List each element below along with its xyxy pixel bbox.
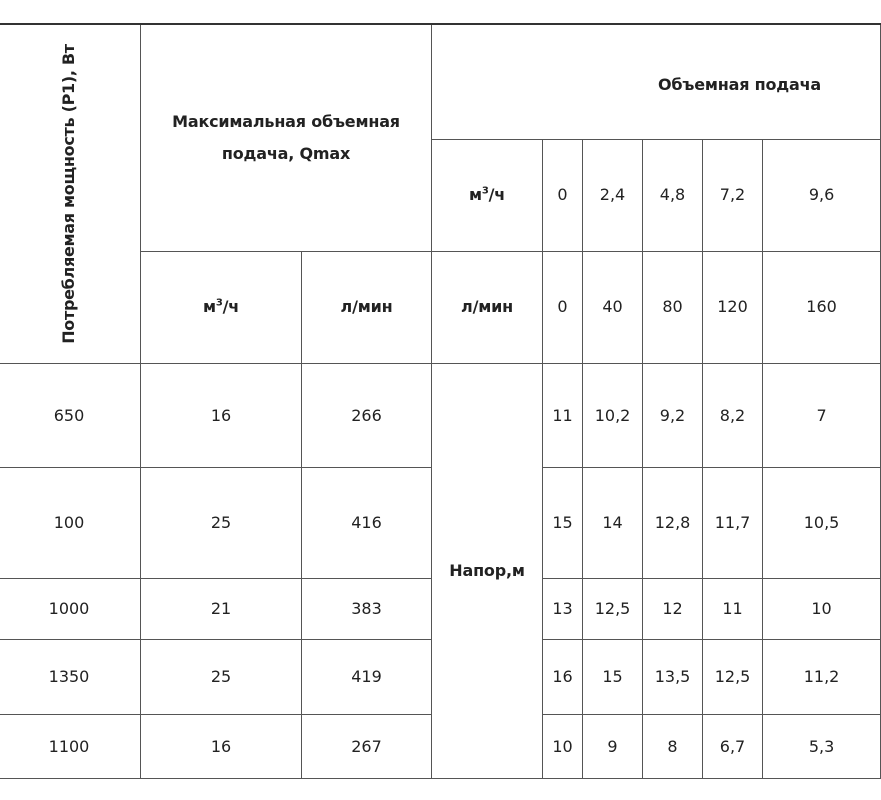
qmax-lmin-cell: 416 <box>302 468 432 579</box>
unit-m3h-sup: 3 <box>481 185 489 197</box>
qmax-unit-m3h-suffix: /ч <box>222 297 240 317</box>
flow-m3h-cell: 9,6 <box>763 139 881 251</box>
qmax-lmin-cell: 267 <box>302 715 432 779</box>
head-cell: 11 <box>703 579 763 640</box>
head-cell: 8,2 <box>703 364 763 468</box>
head-cell: 9,2 <box>643 364 703 468</box>
head-cell: 12 <box>643 579 703 640</box>
head-cell: 12,5 <box>703 640 763 715</box>
flow-m3h-cell: 4,8 <box>643 139 703 251</box>
unit-m3h-suffix: /ч <box>488 185 506 205</box>
flow-lmin-cell: 0 <box>543 251 583 363</box>
flow-lmin-cell: 80 <box>643 251 703 363</box>
head-cell: 9 <box>583 715 643 779</box>
head-cell: 5,3 <box>763 715 881 779</box>
qmax-lmin-cell: 266 <box>302 364 432 468</box>
flow-lmin-cell: 120 <box>703 251 763 363</box>
qmax-unit-m3h-sup: 3 <box>215 298 223 310</box>
flow-m3h-cell: 7,2 <box>703 139 763 251</box>
qmax-m3h-cell: 16 <box>141 715 302 779</box>
head-cell: 11,7 <box>703 468 763 579</box>
head-cell: 15 <box>583 640 643 715</box>
power-cell: 1350 <box>0 640 141 715</box>
head-cell: 15 <box>543 468 583 579</box>
qmax-m3h-cell: 16 <box>141 364 302 468</box>
head-cell: 16 <box>543 640 583 715</box>
power-cell: 1100 <box>0 715 141 779</box>
head-cell: 12,8 <box>643 468 703 579</box>
head-cell: 10 <box>763 579 881 640</box>
head-cell: 10,5 <box>763 468 881 579</box>
qmax-header-cell <box>141 24 432 251</box>
qmax-unit-m3h-base: м <box>202 297 216 317</box>
head-cell: 12,5 <box>583 579 643 640</box>
flow-m3h-cell: 2,4 <box>583 139 643 251</box>
head-cell: 10,2 <box>583 364 643 468</box>
head-cell: 13,5 <box>643 640 703 715</box>
head-cell: 7 <box>763 364 881 468</box>
qmax-m3h-cell: 25 <box>141 640 302 715</box>
head-cell: 8 <box>643 715 703 779</box>
table-row <box>0 364 881 468</box>
pump-spec-table <box>0 23 881 779</box>
qmax-unit-m3h-cell <box>141 251 302 363</box>
qmax-lmin-cell: 383 <box>302 579 432 640</box>
flow-lmin-cell: 40 <box>583 251 643 363</box>
qmax-m3h-cell: 25 <box>141 468 302 579</box>
flow-m3h-cell: 0 <box>543 139 583 251</box>
qmax-header-line2: подача, Qmax <box>221 143 351 163</box>
qmax-header-line1: Максимальная объемная <box>172 111 400 131</box>
head-cell: 11,2 <box>763 640 881 715</box>
head-cell: 6,7 <box>703 715 763 779</box>
unit-m3h-label-cell <box>432 139 543 251</box>
power-header-label: Потребляемая мощность (P1), Вт <box>59 44 78 344</box>
head-label: Напор,м <box>449 561 525 580</box>
unit-m3h-base: м <box>468 185 482 205</box>
flow-lmin-cell: 160 <box>763 251 881 363</box>
head-cell: 14 <box>583 468 643 579</box>
power-header-cell <box>0 24 141 364</box>
head-cell: 13 <box>543 579 583 640</box>
power-cell: 650 <box>0 364 141 468</box>
qmax-m3h-cell: 21 <box>141 579 302 640</box>
qmax-lmin-cell: 419 <box>302 640 432 715</box>
head-cell: 10 <box>543 715 583 779</box>
flow-group-label: Объемная подача <box>658 74 821 94</box>
head-cell: 11 <box>543 364 583 468</box>
qmax-unit-lmin-cell: л/мин <box>302 251 432 363</box>
flow-group-header <box>432 24 881 139</box>
power-cell: 100 <box>0 468 141 579</box>
power-cell: 1000 <box>0 579 141 640</box>
head-label-cell <box>432 364 543 779</box>
unit-lmin-label-cell: л/мин <box>432 251 543 363</box>
